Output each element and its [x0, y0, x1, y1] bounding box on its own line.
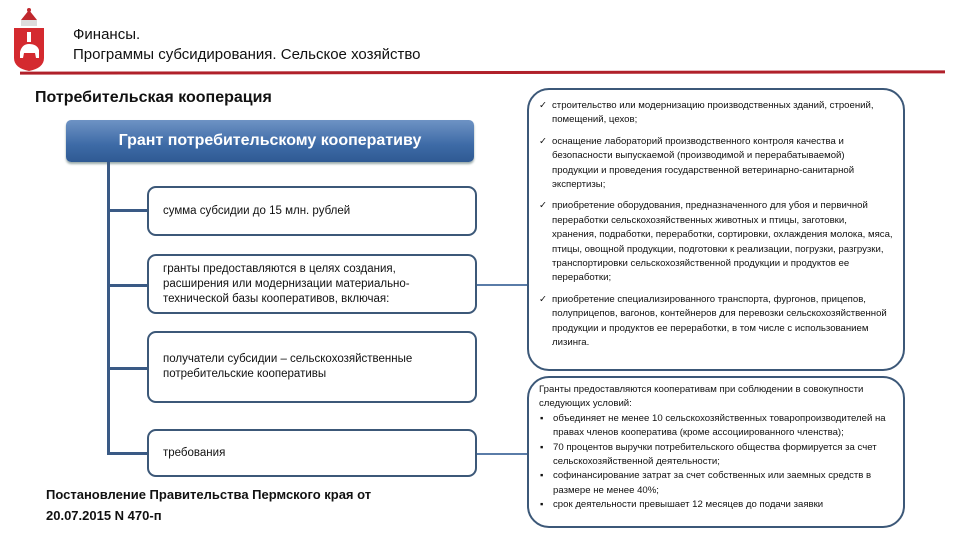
connector	[107, 367, 147, 370]
connector	[477, 453, 529, 455]
coat-of-arms-logo	[12, 6, 46, 72]
requirement-item: ▪ объединяет не менее 10 сельскохозяйственных товаропроизводителей на правах членов кооператива (кроме ассоциированного членства);	[539, 412, 893, 441]
legal-reference	[46, 484, 371, 526]
requirement-item: ▪ софинансирование затрат за счет собственных или заемных средств в размере не менее 40%;	[539, 469, 893, 498]
requirements-panel	[527, 376, 905, 528]
requirements-box: требования	[147, 429, 477, 477]
header-title-line2: Программы субсидирования. Сельское хозяйство	[73, 46, 421, 63]
purpose-item: ✓ приобретение оборудования, предназначенного для убоя и первичной переработки сельскохозяйственных животных и птицы, заготовки, хранения, подработки, переработки, сортировки, охлаждения молока, мяса, птицы, овощной продукции, подготовки к реализации, погрузки, разгрузки, транспортировки сельскохозяйственной продукции и продуктов ее переработки;	[539, 199, 893, 285]
connector	[477, 284, 529, 286]
purpose-item: ✓ оснащение лабораторий производственного контроля качества и безопасности выпускаемой (производимой и перерабатываемой) продукции и проведения государственной ветеринарно-санитарной экспертизы;	[539, 135, 893, 193]
requirement-item: ▪ 70 процентов выручки потребительского общества формируется за счет сельскохозяйственной деятельности;	[539, 441, 893, 470]
purposes-panel	[527, 88, 905, 371]
header-divider	[20, 70, 945, 74]
connector	[107, 284, 147, 287]
section-title: Потребительская кооперация	[35, 89, 272, 106]
header-title-line1: Финансы.	[73, 26, 141, 43]
connector	[107, 209, 147, 212]
legal-reference-line1: Постановление Правительства Пермского края от	[46, 487, 372, 502]
tree-trunk	[107, 162, 110, 454]
grant-header: Грант потребительскому кооперативу	[66, 120, 474, 162]
grant-purpose-box: гранты предоставляются в целях создания, расширения или модернизации материально-технической базы кооперативов, включая:	[147, 254, 477, 314]
purpose-item: ✓ приобретение специализированного транспорта, фургонов, прицепов, полуприцепов, вагонов, контейнеров для перевозки сельскохозяйственной продукции и продуктов ее переработки, в том числе с использованием лизинга.	[539, 293, 893, 351]
purpose-item: ✓ строительство или модернизацию производственных зданий, строений, помещений, цехов;	[539, 99, 893, 128]
legal-reference-line2: 20.07.2015 N 470-п	[46, 508, 162, 523]
connector	[107, 452, 147, 455]
requirements-intro: Гранты предоставляются кооперативам при соблюдении в совокупности следующих условий:	[539, 384, 864, 410]
requirement-item: ▪ срок деятельности превышает 12 месяцев до подачи заявки	[539, 498, 893, 512]
recipients-box: получатели субсидии – сельскохозяйственные потребительские кооперативы	[147, 331, 477, 403]
subsidy-amount-box: сумма субсидии до 15 млн. рублей	[147, 186, 477, 236]
